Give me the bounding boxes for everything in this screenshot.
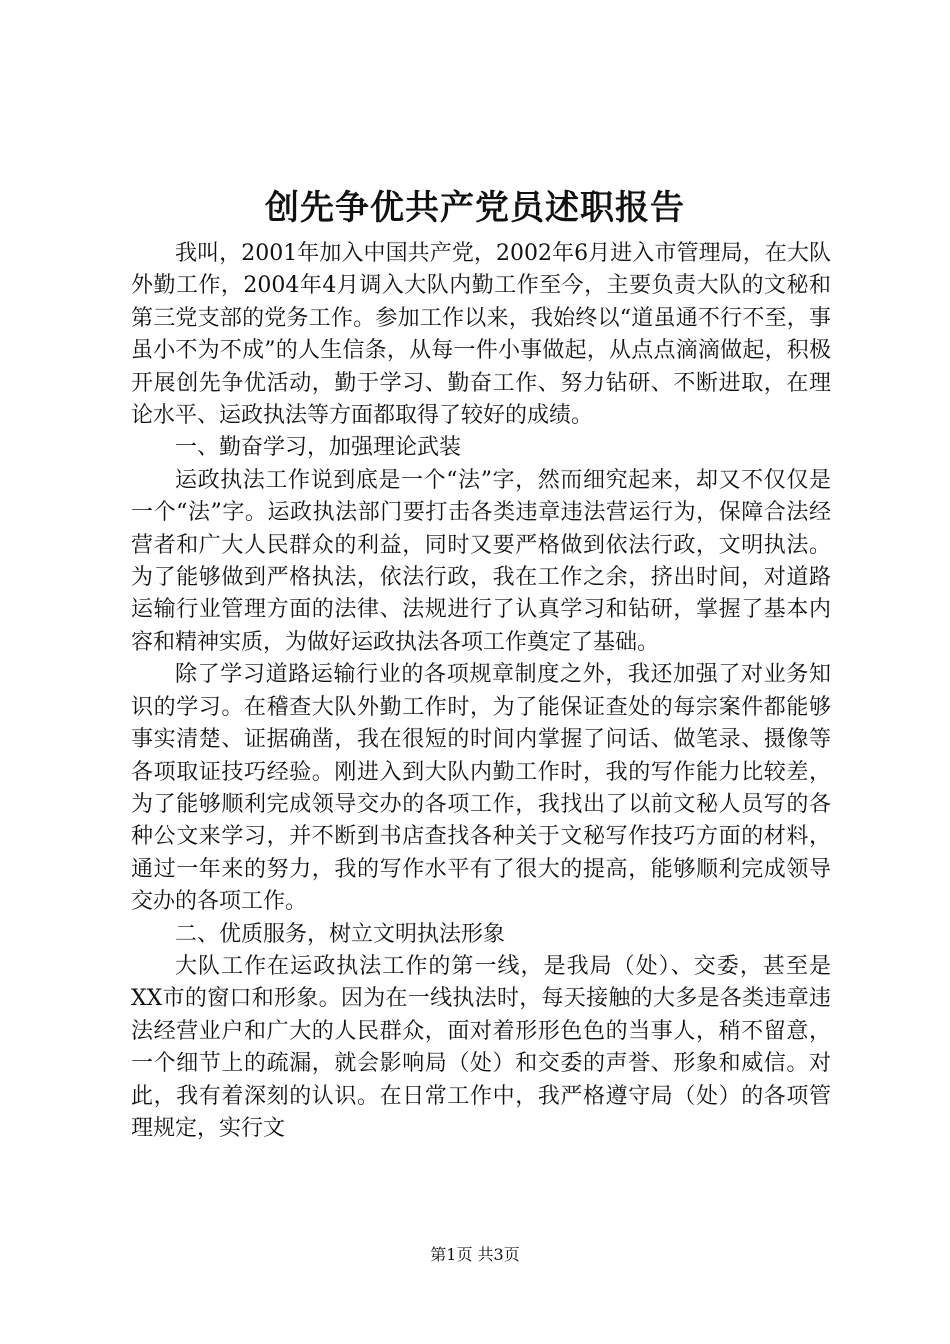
document-title: 创先争优共产党员述职报告 [265,188,685,228]
page-footer: 第1页 共3页 [430,1245,520,1264]
paragraph-section2-a: 大队工作在运政执法工作的第一线，是我局（处）、交委，甚至是XX市的窗口和形象。因为在一线执法时，每天接触的大多是各类违章违法经营业户和广大的人民群众，面对着形形色色的当事人，稍不留意，一个细节上的疏漏，就会影响局（处）和交委的声誉、形象和威信。对此，我有着深刻的认识。在日常工作中，我严格遵守局（处）的各项管理规定，实行文 [131,953,831,1141]
paragraph-section1-b: 除了学习道路运输行业的各项规章制度之外，我还加强了对业务知识的学习。在稽查大队外勤工作时，为了能保证查处的每宗案件都能够事实清楚、证据确凿，我在很短的时间内掌握了问话、做笔录、摄像等各项取证技巧经验。刚进入到大队内勤工作时，我的写作能力比较差，为了能够顺利完成领导交办的各项工作，我找出了以前文秘人员写的各种公文来学习，并不断到书店查找各种关于文秘写作技巧方面的材料，通过一年来的努力，我的写作水平有了很大的提高，能够顺利完成领导交办的各项工作。 [131,662,831,915]
section-heading-1: 一、勤奋学习，加强理论武装 [175,435,462,461]
section-heading-2: 二、优质服务，树立文明执法形象 [175,921,506,947]
document-body [131,238,831,1145]
paragraph-intro: 我叫，2001年加入中国共产党，2002年6月进入市管理局，在大队外勤工作，2004年4月调入大队内勤工作至今，主要负责大队的文秘和第三党支部的党务工作。参加工作以来，我始终以“道虽通不行不至，事虽小不为不成”的人生信条，从每一件小事做起，从点点滴滴做起，积极开展创先争优活动，勤于学习、勤奋工作、努力钻研、不断进取，在理论水平、运政执法等方面都取得了较好的成绩。 [131,241,831,429]
paragraph-section1-a: 运政执法工作说到底是一个“法”字，然而细究起来，却又不仅仅是一个“法”字。运政执法部门要打击各类违章违法营运行为，保障合法经营者和广大人民群众的利益，同时又要严格做到依法行政，文明执法。为了能够做到严格执法，依法行政，我在工作之余，挤出时间，对道路运输行业管理方面的法律、法规进行了认真学习和钻研，掌握了基本内容和精神实质，为做好运政执法各项工作奠定了基础。 [131,467,831,655]
